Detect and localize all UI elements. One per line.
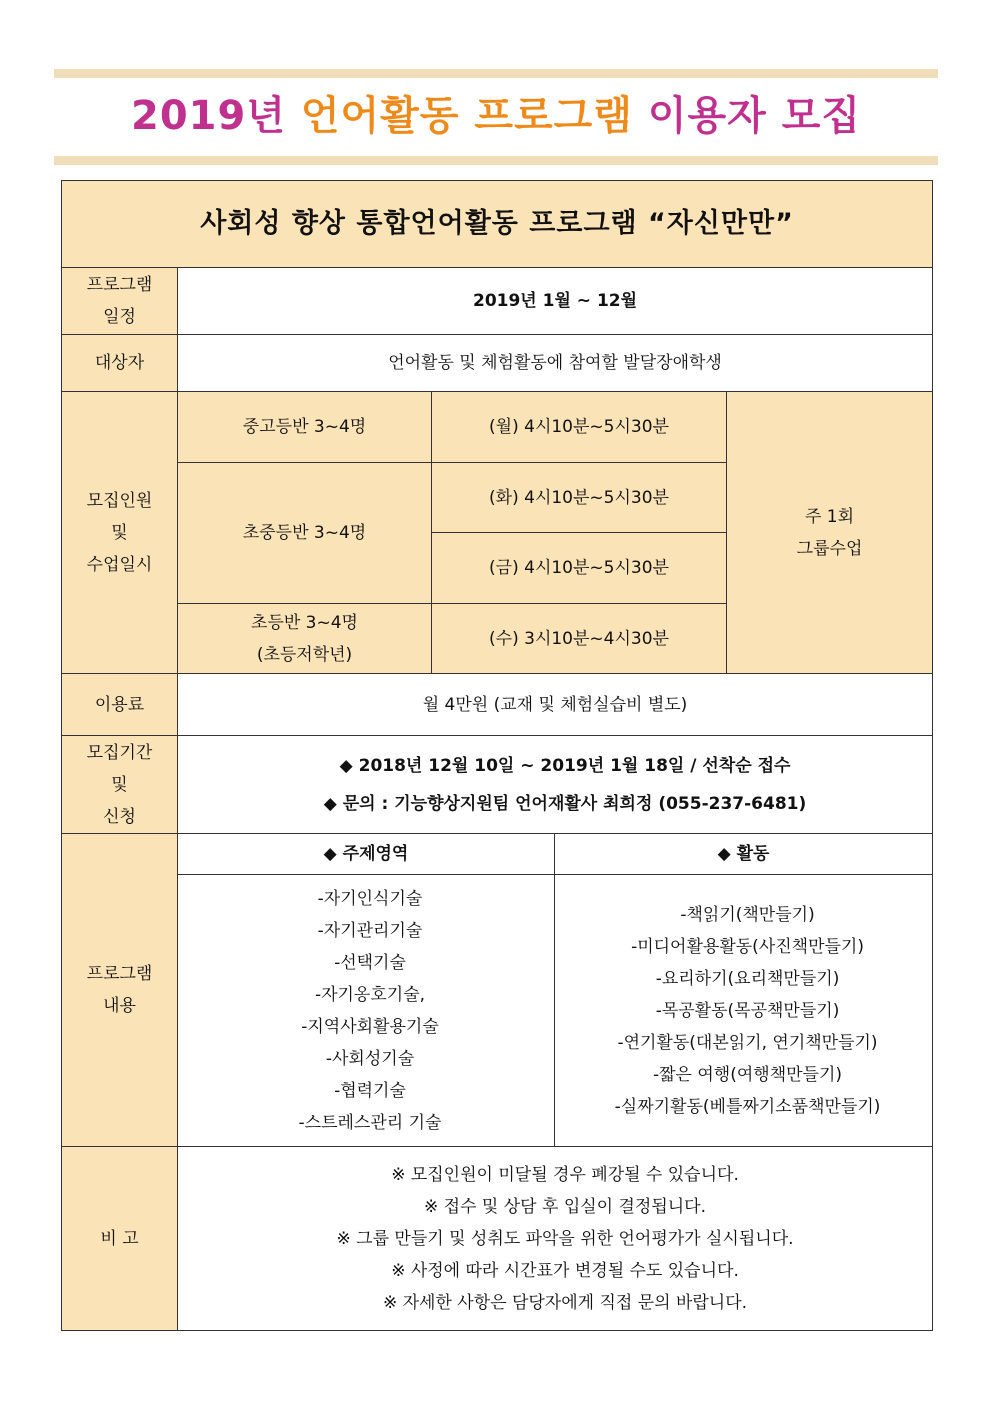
application-period: ◆ 2018년 12월 10일 ~ 2019년 1월 18일 / 선착순 접수 (339, 755, 791, 776)
program-table (61, 180, 933, 1331)
time-wednesday: (수) 3시10분~4시30분 (432, 604, 727, 674)
target-value: 언어활동 및 체험활동에 참여할 발달장애학생 (178, 335, 933, 392)
list-item: -책읽기(책만들기) (680, 904, 815, 925)
schedule-label: 프로그램 일정 (62, 268, 178, 335)
list-item: -자기옹호기술, (314, 984, 426, 1005)
fee-label: 이용료 (62, 674, 178, 736)
content-label: 프로그램 내용 (62, 834, 178, 1147)
program-name: 사회성 향상 통합언어활동 프로그램 “자신만만” (62, 181, 933, 268)
list-item: -실짜기활동(베틀짜기소품책만들기) (614, 1096, 881, 1117)
list-item: -지역사회활용기술 (301, 1016, 439, 1037)
topic-header: ◆ 주제영역 (178, 834, 555, 875)
note-item: ※ 접수 및 상담 후 입실이 결정됩니다. (424, 1196, 707, 1217)
schedule-value: 2019년 1월 ~ 12월 (178, 268, 933, 335)
time-friday: (금) 4시10분~5시30분 (432, 533, 727, 604)
note-item: ※ 자세한 사항은 담당자에게 직접 문의 바랍니다. (382, 1292, 748, 1313)
title-bottom-bar (54, 156, 938, 165)
list-item: -스트레스관리 기술 (298, 1112, 442, 1133)
recruit-label: 모집인원 및 수업일시 (62, 392, 178, 674)
application-label: 모집기간 및 신청 (62, 736, 178, 834)
application-contact: ◆ 문의 : 기능향상지원팀 언어재활사 최희정 (055-237-6481) (323, 793, 807, 814)
list-item: -요리하기(요리책만들기) (655, 968, 840, 989)
title-middle: 언어활동 프로그램 (300, 93, 633, 139)
notes-list (178, 1147, 933, 1331)
time-monday: (월) 4시10분~5시30분 (432, 392, 727, 463)
class-frequency: 주 1회 그룹수업 (727, 392, 933, 674)
title-year: 2019년 (130, 93, 286, 139)
topic-list (178, 875, 555, 1147)
time-tuesday: (화) 4시10분~5시30분 (432, 463, 727, 533)
list-item: -연기활동(대본읽기, 연기책만들기) (617, 1032, 878, 1053)
list-item: -자기인식기술 (317, 888, 423, 909)
activity-header: ◆ 활동 (555, 834, 933, 875)
list-item: -목공활동(목공책만들기) (655, 1000, 840, 1021)
list-item: -자기관리기술 (317, 920, 423, 941)
fee-value: 월 4만원 (교재 및 체험실습비 별도) (178, 674, 933, 736)
group-elem-middle: 초중등반 3~4명 (178, 463, 432, 604)
target-label: 대상자 (62, 335, 178, 392)
activity-list (555, 875, 933, 1147)
application-value (178, 736, 933, 834)
group-middle-high: 중고등반 3~4명 (178, 392, 432, 463)
title-top-bar (54, 69, 938, 78)
list-item: -짧은 여행(여행책만들기) (653, 1064, 843, 1085)
title-end: 이용자 모집 (647, 93, 862, 139)
list-item: -사회성기술 (325, 1048, 415, 1069)
note-item: ※ 모집인원이 미달될 경우 폐강될 수 있습니다. (391, 1164, 739, 1185)
note-item: ※ 사정에 따라 시간표가 변경될 수도 있습니다. (391, 1260, 739, 1281)
list-item: -협력기술 (334, 1080, 406, 1101)
note-item: ※ 그룹 만들기 및 성취도 파악을 위한 언어평가가 실시됩니다. (336, 1228, 794, 1249)
notes-label: 비 고 (62, 1147, 178, 1331)
page-title (54, 86, 938, 146)
group-elementary: 초등반 3~4명 (초등저학년) (178, 604, 432, 674)
list-item: -선택기술 (334, 952, 406, 973)
list-item: -미디어활용활동(사진책만들기) (631, 936, 864, 957)
